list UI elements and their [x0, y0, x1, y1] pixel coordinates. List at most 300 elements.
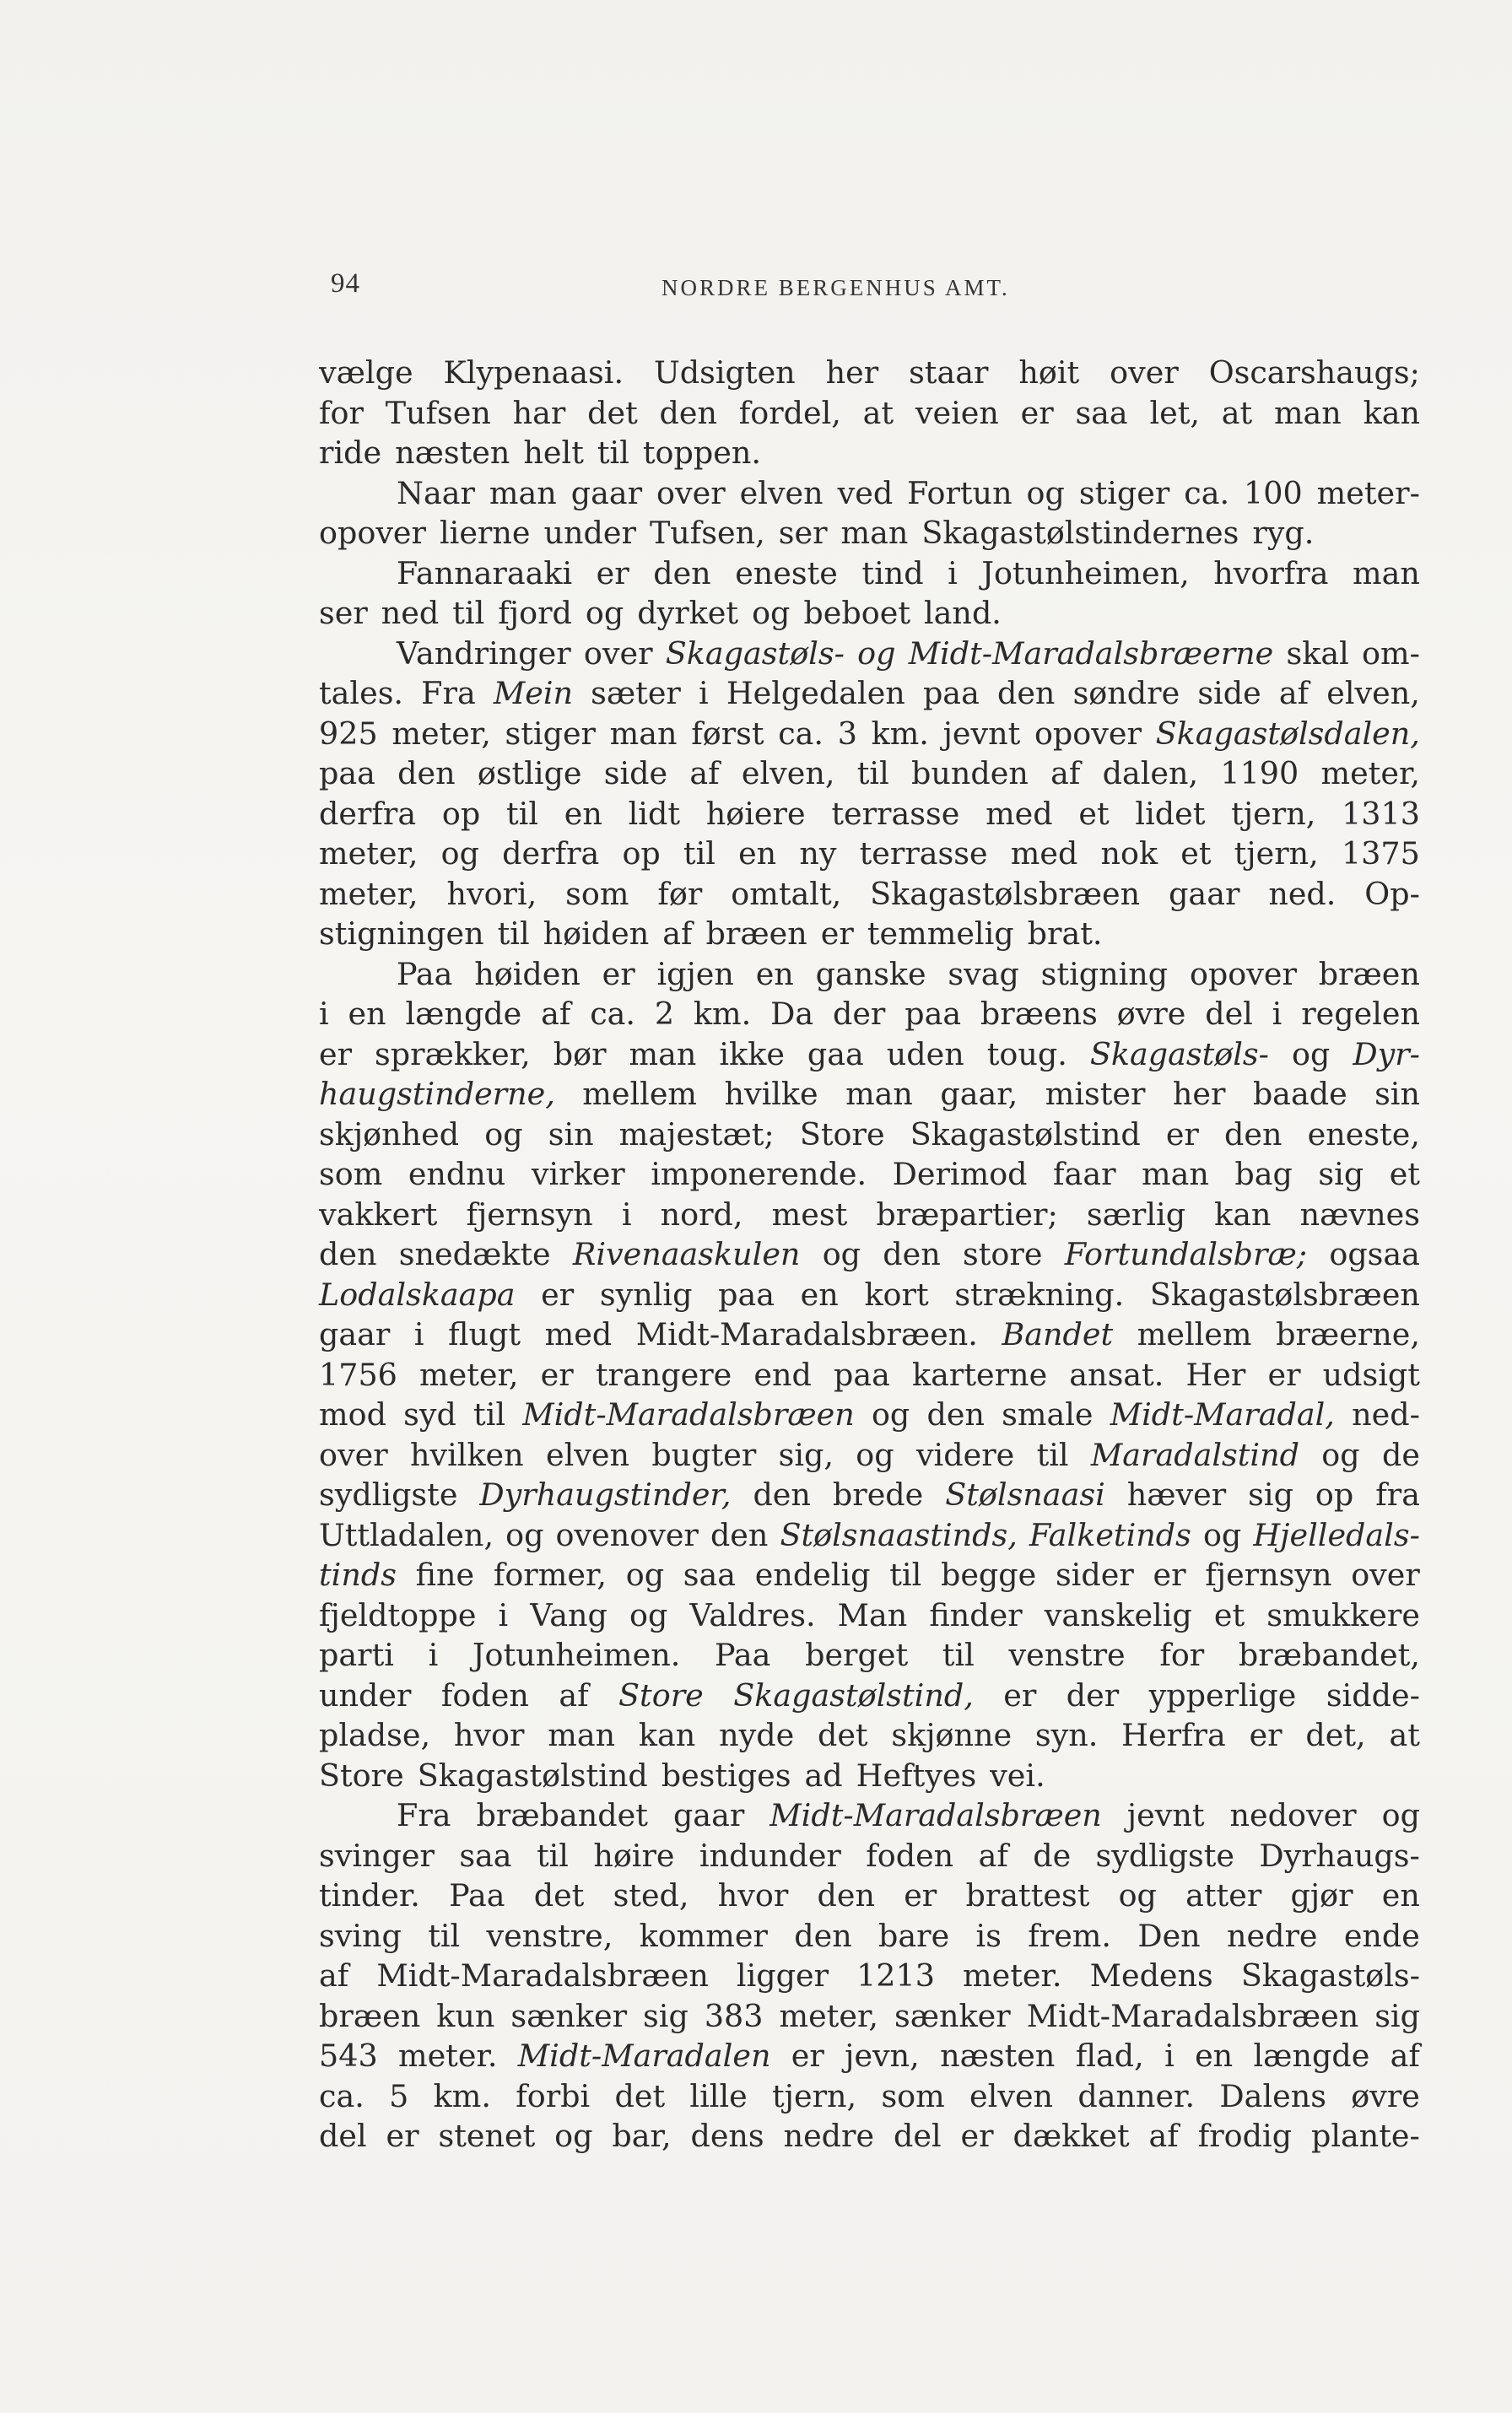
word: et	[1213, 1596, 1245, 1633]
word: af	[1390, 2038, 1420, 2074]
word: nævnes	[1299, 1196, 1420, 1233]
word: en	[800, 1276, 839, 1313]
word: det	[817, 1717, 868, 1753]
word: end	[753, 1356, 812, 1393]
text-line	[319, 1876, 1420, 1916]
word: sprækker,	[375, 1035, 531, 1072]
italic-word: Midt-Maradalsbræen	[770, 1797, 1102, 1833]
word: ved	[837, 474, 894, 511]
word: ypperlige	[1148, 1676, 1297, 1714]
word: af	[1050, 755, 1081, 791]
word: om-	[1362, 634, 1420, 672]
italic-word: Stølsnaastinds,	[780, 1516, 1018, 1553]
word: ca.	[319, 2077, 364, 2114]
word: foden	[440, 1676, 529, 1714]
word: et	[1180, 835, 1212, 872]
word: tales.	[319, 675, 404, 711]
word: syd	[403, 1396, 456, 1433]
word: en	[1195, 2038, 1234, 2074]
word: er	[820, 915, 854, 952]
word: indunder	[699, 1837, 841, 1874]
word: skjønne	[891, 1717, 1012, 1753]
word: der	[832, 996, 886, 1032]
word: sving	[319, 1917, 402, 1954]
word: Fortun	[907, 474, 1012, 511]
word: ride	[319, 435, 382, 471]
word: hvorfra	[1213, 554, 1329, 591]
word: som	[565, 875, 629, 912]
word: frem.	[1028, 1917, 1112, 1954]
word: nedre	[783, 2118, 875, 2154]
word: meter,	[419, 1356, 519, 1393]
word: Man	[837, 1596, 908, 1633]
word: Oscarshaugs;	[1208, 354, 1420, 391]
word: næsten	[395, 435, 510, 471]
word: til	[428, 1917, 461, 1954]
word: omtalt,	[731, 875, 842, 912]
word: her	[825, 354, 879, 391]
word: Medens	[1089, 1957, 1213, 1994]
word: regelen	[1301, 996, 1420, 1032]
word: ad	[804, 1757, 843, 1794]
word: høiden	[543, 915, 650, 952]
word: gaar	[672, 1797, 745, 1833]
word: og	[554, 2118, 593, 2154]
word: man	[629, 1035, 697, 1072]
word: bag	[1234, 1156, 1293, 1192]
word: den	[996, 675, 1056, 711]
word: og	[1202, 1516, 1242, 1553]
word: elven,	[741, 755, 835, 791]
italic-word: Store	[618, 1676, 704, 1714]
word: temmelig	[867, 915, 1014, 952]
word: næsten	[940, 2038, 1056, 2074]
word: og	[1381, 1797, 1420, 1833]
word: videre	[915, 1436, 1015, 1473]
word: Valdres.	[689, 1596, 816, 1633]
word: 5	[389, 2077, 409, 2114]
word: høiden	[474, 955, 580, 992]
word: derfra	[319, 795, 417, 832]
word: af	[541, 996, 571, 1032]
word: dens	[690, 2118, 764, 2154]
word: i	[498, 1596, 509, 1633]
word: foden	[866, 1837, 954, 1874]
text-line	[319, 433, 1420, 473]
word: i	[621, 1196, 632, 1233]
word: til	[683, 835, 716, 872]
word: er	[1267, 1356, 1301, 1393]
word: bræerne,	[1276, 1316, 1420, 1352]
text-line	[319, 1715, 1420, 1756]
word: Her	[1185, 1356, 1246, 1393]
word: de	[1033, 1837, 1072, 1874]
word: gaar	[570, 474, 643, 511]
word: paa	[834, 1356, 890, 1393]
word: sin	[1374, 1076, 1420, 1112]
italic-word: Skagastøls-	[665, 634, 845, 672]
word: vanskelig	[1044, 1596, 1192, 1633]
word: Fannaraaki	[397, 554, 573, 591]
word: mest	[771, 1196, 848, 1233]
word: ca.	[590, 996, 636, 1032]
word: smukkere	[1266, 1596, 1420, 1633]
word: til	[505, 795, 538, 832]
word: gaar,	[940, 1076, 1018, 1112]
word: den	[319, 1236, 377, 1272]
word: elven	[969, 2077, 1054, 2114]
word: kun	[436, 1997, 495, 2034]
word: sydligste	[1095, 1837, 1234, 1874]
word: strækning.	[954, 1276, 1125, 1313]
word: dyrket	[637, 595, 739, 631]
text-line	[319, 1595, 1420, 1636]
word: toug.	[986, 1035, 1067, 1072]
word: km.	[433, 2077, 491, 2114]
word: ansat.	[1069, 1356, 1164, 1393]
word: meter,	[319, 835, 418, 872]
word: høit	[1018, 354, 1080, 391]
text-line	[319, 1195, 1420, 1235]
word: meter-	[1316, 474, 1420, 511]
word: og	[856, 1436, 894, 1473]
word: er	[1165, 1115, 1199, 1153]
word: med	[1010, 835, 1078, 872]
word: ovenover	[555, 1516, 699, 1553]
word: ser	[319, 595, 368, 631]
word: fordel,	[738, 394, 841, 431]
word: Op-	[1364, 875, 1420, 912]
word: øvre	[1351, 2077, 1420, 2114]
word: sin	[548, 1115, 594, 1153]
text-line	[319, 1435, 1420, 1476]
word: kan	[1363, 394, 1420, 431]
word: vakkert	[319, 1196, 438, 1233]
word: over	[656, 474, 726, 511]
word: sig	[1374, 1997, 1420, 2034]
word: 100	[1244, 474, 1303, 511]
word: paa	[922, 675, 980, 711]
word: kan	[638, 1717, 696, 1753]
word: til	[452, 595, 485, 631]
word: og	[1321, 1436, 1360, 1473]
word: lidt	[628, 795, 680, 832]
word: paa	[319, 755, 375, 791]
word: elven	[545, 1436, 629, 1473]
word: gjør	[1290, 1877, 1353, 1914]
word: bar,	[612, 2118, 672, 2154]
text-line	[319, 1916, 1420, 1957]
word: før	[657, 875, 703, 912]
word: eneste,	[1307, 1115, 1420, 1153]
word: Herfra	[1121, 1717, 1226, 1753]
word: elven,	[1326, 675, 1420, 711]
text-line	[319, 2036, 1420, 2076]
text-line	[319, 1395, 1420, 1435]
word: Jotunheimen,	[981, 554, 1190, 591]
italic-word: og	[857, 634, 896, 672]
italic-word: Midt-Maradalen	[517, 2038, 771, 2074]
word: uden	[886, 1035, 964, 1072]
word: af	[1148, 2118, 1179, 2154]
word: Skagastøls-	[1240, 1957, 1420, 1994]
word: side	[1197, 675, 1261, 711]
word: Skagastølsbræen	[1149, 1276, 1420, 1313]
word: man	[548, 1717, 616, 1753]
word: flad,	[1075, 2038, 1144, 2074]
word: Fra	[397, 1797, 451, 1833]
word: udsigt	[1322, 1356, 1420, 1393]
word: bør	[553, 1035, 607, 1072]
word: en	[755, 955, 794, 992]
word: mister	[1045, 1076, 1146, 1112]
word: Skagastølsbræen	[870, 875, 1141, 912]
word: saa	[459, 1837, 512, 1874]
word: 383	[704, 1997, 764, 2034]
word: igjen	[656, 955, 734, 992]
word: i	[428, 1637, 439, 1673]
text-line	[319, 914, 1420, 954]
word: Midt-Maradalsbræen	[1026, 1997, 1359, 2034]
word: stiger	[1078, 474, 1170, 511]
word: imponerende.	[651, 1156, 867, 1192]
text-line	[319, 1234, 1420, 1275]
word: former,	[493, 1557, 608, 1593]
word: og	[871, 1396, 910, 1433]
word: fine	[415, 1557, 475, 1593]
word: og	[585, 595, 624, 631]
word: har	[512, 394, 566, 431]
word: bugter	[651, 1436, 757, 1473]
word: brede	[832, 1476, 924, 1513]
word: toppen.	[642, 435, 761, 471]
word: bræpartier;	[876, 1196, 1058, 1233]
word: endelig	[754, 1557, 871, 1593]
word: stiger	[505, 715, 597, 752]
word: lidet	[1135, 795, 1206, 832]
word: Derimod	[892, 1156, 1028, 1192]
italic-word: Dyrhaugstinder,	[479, 1476, 732, 1513]
text-line	[319, 634, 1420, 674]
word: først	[691, 715, 764, 752]
word: ned-	[1352, 1396, 1420, 1433]
word: svag	[948, 955, 1019, 992]
word: af	[1278, 675, 1310, 711]
word: den	[883, 1236, 941, 1272]
text-line	[319, 1756, 1420, 1796]
word: ned.	[1268, 875, 1336, 912]
word: atter	[1185, 1877, 1262, 1914]
word: øvre	[1116, 996, 1186, 1032]
word: bare	[878, 1917, 950, 1954]
word: 2	[654, 996, 675, 1032]
word: af	[662, 915, 693, 952]
word: fjeldtoppe	[319, 1596, 477, 1633]
word: af	[689, 755, 720, 791]
word: til	[856, 755, 889, 791]
word: ikke	[719, 1035, 785, 1072]
word: mellem	[582, 1076, 698, 1112]
text-line	[319, 553, 1420, 594]
word: Klypenaasi.	[443, 354, 624, 391]
text-line	[319, 834, 1420, 874]
word: 1213	[856, 1957, 935, 1994]
word: fra	[1375, 1476, 1420, 1513]
text-line	[319, 1275, 1420, 1315]
word: en	[564, 795, 602, 832]
word: op	[622, 835, 661, 872]
text-line	[319, 1355, 1420, 1395]
word: sænker	[894, 1997, 1011, 2034]
word: tinder.	[319, 1877, 420, 1914]
word: hæver	[1126, 1476, 1227, 1513]
word: den	[926, 1396, 985, 1433]
word: Skagastølstind	[417, 1757, 648, 1794]
word: er	[1020, 394, 1054, 431]
word: opover	[1034, 715, 1142, 752]
word: sydligste	[319, 1476, 458, 1513]
word: paa	[904, 996, 962, 1032]
word: under	[543, 515, 636, 551]
word: endnu	[408, 1156, 506, 1192]
word: er	[541, 1276, 575, 1313]
word: den	[817, 1877, 875, 1914]
word: dækket	[1012, 2118, 1130, 2154]
word: meter.	[397, 2038, 498, 2074]
word: er	[904, 1877, 937, 1914]
italic-word: Skagastøls-	[1089, 1035, 1269, 1072]
word: sig	[1318, 1156, 1364, 1192]
word: is	[975, 1917, 1002, 1954]
italic-word: Falketinds	[1029, 1516, 1191, 1553]
word: lille	[689, 2077, 748, 2114]
word: over	[1110, 354, 1179, 391]
italic-word: Midt-Maradalsbræerne	[908, 634, 1274, 672]
word: er	[1003, 1676, 1037, 1714]
word: tjern,	[772, 2077, 857, 2114]
word: brattest	[965, 1877, 1090, 1914]
word: Dalens	[1219, 2077, 1326, 2114]
word: saa	[683, 1557, 737, 1593]
word: Naar	[397, 474, 475, 511]
italic-word: Dyr-	[1353, 1035, 1420, 1072]
word: Midt-Maradalsbræen	[376, 1957, 709, 1994]
word: stigningen	[319, 915, 484, 952]
word: syn.	[1034, 1717, 1099, 1753]
word: dalen,	[1102, 755, 1199, 791]
word: det	[614, 2077, 666, 2114]
word: baade	[1252, 1076, 1347, 1112]
text-line	[319, 1635, 1420, 1676]
word: ny	[799, 835, 837, 872]
word: ende	[1343, 1917, 1420, 1954]
word: store	[963, 1236, 1043, 1272]
word: ogsaa	[1329, 1236, 1420, 1272]
word: meter.	[963, 1957, 1062, 1994]
word: hvori,	[446, 875, 537, 912]
word: begge	[940, 1557, 1037, 1593]
word: den	[753, 1476, 811, 1513]
word: synlig	[599, 1276, 693, 1313]
text-line	[319, 1956, 1420, 1996]
word: er	[960, 2118, 994, 2154]
word: op	[441, 795, 481, 832]
word: Vandringer	[397, 634, 571, 672]
word: en	[348, 996, 386, 1032]
word: venstre,	[486, 1917, 613, 1954]
word: helt	[523, 435, 584, 471]
word: lierne	[439, 515, 531, 551]
text-line	[319, 1034, 1420, 1075]
word: den	[794, 1917, 852, 1954]
word: sted,	[613, 1877, 689, 1914]
word: af	[978, 1837, 1008, 1874]
word: faar	[1053, 1156, 1116, 1192]
word: sig	[1248, 1476, 1293, 1513]
text-line	[319, 1115, 1420, 1155]
word: bræbandet,	[1238, 1637, 1420, 1673]
word: Fra	[421, 675, 476, 711]
word: Da	[770, 996, 814, 1032]
word: karterne	[912, 1356, 1048, 1393]
word: gaa	[807, 1035, 864, 1072]
word: under	[319, 1676, 412, 1714]
word: staar	[909, 354, 989, 391]
word: og	[822, 1236, 861, 1272]
word: med	[544, 1316, 613, 1352]
word: gaar	[1169, 875, 1240, 912]
word: høire	[593, 1837, 675, 1874]
word: og	[752, 595, 791, 631]
word: og	[629, 1596, 668, 1633]
word: terrasse	[859, 835, 988, 872]
word: fjernsyn	[466, 1196, 593, 1233]
word: for	[319, 394, 364, 431]
word: skal	[1286, 634, 1349, 672]
word: bestiges	[661, 1757, 791, 1794]
word: til	[889, 1557, 922, 1593]
word: tjern,	[1234, 835, 1319, 872]
word: til	[497, 915, 530, 952]
word: længde	[405, 996, 522, 1032]
italic-word: Lodalskaapa	[319, 1276, 516, 1313]
word: ned	[381, 595, 440, 631]
word: svinger	[319, 1837, 435, 1874]
word: brat.	[1027, 915, 1103, 952]
word: Store	[799, 1115, 885, 1153]
word: østlige	[477, 755, 582, 791]
word: virker	[531, 1156, 625, 1192]
word: nedover	[1229, 1797, 1357, 1833]
word: derfra	[502, 835, 600, 872]
word: Heftyes	[856, 1757, 977, 1794]
word: ca.	[1184, 474, 1230, 511]
text-line	[319, 673, 1420, 714]
text-line	[319, 1996, 1420, 2037]
word: nedre	[1226, 1917, 1318, 1954]
word: km.	[693, 996, 752, 1032]
text-line	[319, 1676, 1420, 1716]
text-line	[319, 393, 1420, 434]
word: kort	[864, 1276, 929, 1313]
word: Udsigten	[654, 354, 796, 391]
word: meter,	[392, 715, 491, 752]
word: paa	[718, 1276, 775, 1313]
word: mellem	[1137, 1316, 1252, 1352]
word: 543	[319, 2038, 378, 2074]
word: at	[1221, 394, 1253, 431]
word: er	[1249, 1717, 1282, 1753]
